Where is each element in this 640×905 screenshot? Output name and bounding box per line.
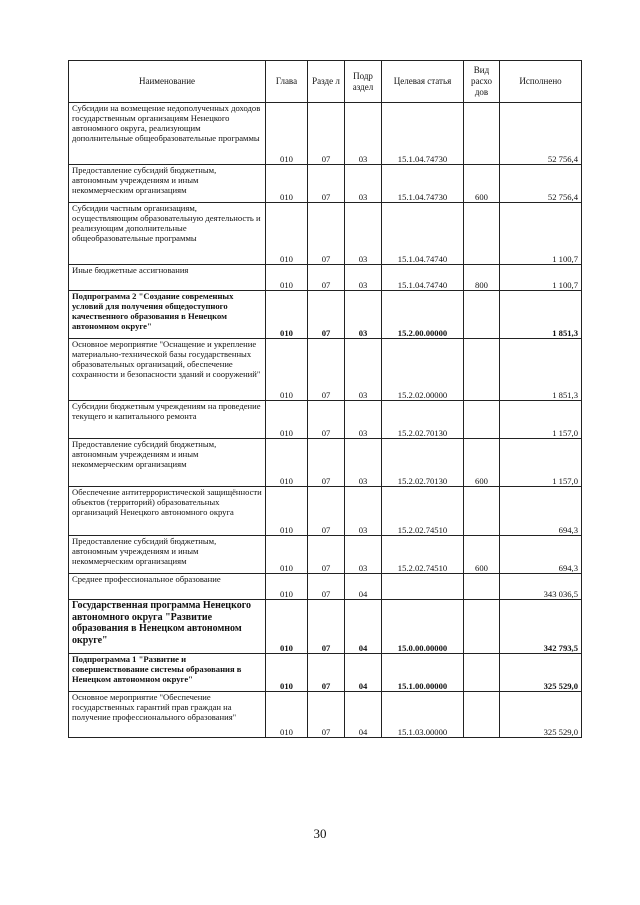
row-vid-cell	[464, 574, 500, 600]
row-statya-cell: 15.2.02.00000	[382, 339, 464, 401]
row-podrazdel-cell: 04	[345, 574, 382, 600]
row-vid-cell: 600	[464, 536, 500, 574]
row-razdel-cell: 07	[308, 600, 345, 654]
row-razdel-cell: 07	[308, 203, 345, 265]
row-razdel-cell: 07	[308, 692, 345, 738]
header-statya: Целевая статья	[382, 61, 464, 103]
table-row	[69, 439, 582, 487]
row-amount-cell: 1 157,0	[500, 439, 582, 487]
row-amount-cell: 1 100,7	[500, 203, 582, 265]
row-razdel-cell: 07	[308, 165, 345, 203]
row-amount-cell: 1 100,7	[500, 265, 582, 291]
row-razdel-cell: 07	[308, 401, 345, 439]
row-statya-cell: 15.1.04.74730	[382, 165, 464, 203]
row-podrazdel-cell: 03	[345, 203, 382, 265]
row-statya-cell: 15.1.04.74730	[382, 103, 464, 165]
table-row	[69, 203, 582, 265]
row-razdel-cell: 07	[308, 536, 345, 574]
row-statya-cell: 15.1.04.74740	[382, 265, 464, 291]
row-razdel-cell: 07	[308, 103, 345, 165]
table-row	[69, 487, 582, 536]
row-glava-cell: 010	[266, 291, 308, 339]
row-razdel-cell: 07	[308, 439, 345, 487]
table-row	[69, 339, 582, 401]
row-name-cell: Обеспечение антитеррористической защищённости объектов (территорий) образовательных организаций Ненецкого автономного округа	[69, 487, 266, 536]
row-name-cell: Субсидии на возмещение недополученных доходов государственным организациям Ненецкого автономного округа, реализующим дополнительные общеобразовательные программы	[69, 103, 266, 165]
row-vid-cell	[464, 291, 500, 339]
header-name: Наименование	[69, 61, 266, 103]
row-glava-cell: 010	[266, 574, 308, 600]
row-razdel-cell: 07	[308, 265, 345, 291]
row-razdel-cell: 07	[308, 574, 345, 600]
table-row	[69, 103, 582, 165]
row-vid-cell: 600	[464, 165, 500, 203]
table-row	[69, 536, 582, 574]
row-podrazdel-cell: 04	[345, 692, 382, 738]
row-name-cell: Подпрограмма 2 "Создание современных условий для получения общедоступного качественного образования в Ненецком автономном округе"	[69, 291, 266, 339]
row-amount-cell: 342 793,5	[500, 600, 582, 654]
row-name-cell: Иные бюджетные ассигнования	[69, 265, 266, 291]
row-amount-cell: 694,3	[500, 487, 582, 536]
row-statya-cell: 15.0.00.00000	[382, 600, 464, 654]
header-vid: Вид расхо дов	[464, 61, 500, 103]
row-statya-cell: 15.2.02.74510	[382, 536, 464, 574]
budget-table	[68, 60, 582, 738]
row-statya-cell: 15.2.02.70130	[382, 401, 464, 439]
row-statya-cell	[382, 574, 464, 600]
row-vid-cell	[464, 487, 500, 536]
row-glava-cell: 010	[266, 487, 308, 536]
row-razdel-cell: 07	[308, 487, 345, 536]
row-podrazdel-cell: 03	[345, 165, 382, 203]
row-podrazdel-cell: 03	[345, 487, 382, 536]
row-amount-cell: 1 157,0	[500, 401, 582, 439]
row-vid-cell	[464, 692, 500, 738]
row-glava-cell: 010	[266, 165, 308, 203]
row-podrazdel-cell: 04	[345, 654, 382, 692]
row-glava-cell: 010	[266, 339, 308, 401]
table-row	[69, 291, 582, 339]
row-amount-cell: 343 036,5	[500, 574, 582, 600]
row-amount-cell: 1 851,3	[500, 291, 582, 339]
table-row	[69, 654, 582, 692]
row-glava-cell: 010	[266, 600, 308, 654]
row-vid-cell	[464, 339, 500, 401]
row-glava-cell: 010	[266, 692, 308, 738]
header-ispolneno: Исполнено	[500, 61, 582, 103]
row-name-cell: Субсидии бюджетным учреждениям на проведение текущего и капитального ремонта	[69, 401, 266, 439]
row-amount-cell: 325 529,0	[500, 654, 582, 692]
row-vid-cell	[464, 103, 500, 165]
row-amount-cell: 325 529,0	[500, 692, 582, 738]
row-vid-cell	[464, 654, 500, 692]
row-name-cell: Подпрограмма 1 "Развитие и совершенствование системы образования в Ненецком автономном округе"	[69, 654, 266, 692]
table-row	[69, 265, 582, 291]
row-name-cell: Предоставление субсидий бюджетным, автономным учреждениям и иным некоммерческим организациям	[69, 165, 266, 203]
row-vid-cell: 600	[464, 439, 500, 487]
row-glava-cell: 010	[266, 439, 308, 487]
row-vid-cell	[464, 600, 500, 654]
row-glava-cell: 010	[266, 654, 308, 692]
row-statya-cell: 15.1.04.74740	[382, 203, 464, 265]
row-statya-cell: 15.2.00.00000	[382, 291, 464, 339]
row-razdel-cell: 07	[308, 291, 345, 339]
row-amount-cell: 1 851,3	[500, 339, 582, 401]
row-name-cell: Предоставление субсидий бюджетным, автономным учреждениям и иным некоммерческим организациям	[69, 536, 266, 574]
table-row	[69, 600, 582, 654]
row-amount-cell: 52 756,4	[500, 103, 582, 165]
row-statya-cell: 15.2.02.74510	[382, 487, 464, 536]
row-name-cell: Основное мероприятие "Оснащение и укрепление материально-технической базы государственных образовательных организаций, обеспечение сохранности и безопасности зданий и сооружений"	[69, 339, 266, 401]
header-glava: Глава	[266, 61, 308, 103]
row-statya-cell: 15.1.03.00000	[382, 692, 464, 738]
row-statya-cell: 15.1.00.00000	[382, 654, 464, 692]
row-name-cell: Среднее профессиональное образование	[69, 574, 266, 600]
row-amount-cell: 694,3	[500, 536, 582, 574]
page-number: 30	[313, 826, 327, 841]
row-statya-cell: 15.2.02.70130	[382, 439, 464, 487]
row-glava-cell: 010	[266, 401, 308, 439]
row-name-cell: Субсидии частным организациям, осуществляющим образовательную деятельность и реализующим дополнительные общеобразовательные программы	[69, 203, 266, 265]
row-name-cell: Предоставление субсидий бюджетным, автономным учреждениям и иным некоммерческим организациям	[69, 439, 266, 487]
row-glava-cell: 010	[266, 536, 308, 574]
row-razdel-cell: 07	[308, 339, 345, 401]
table-row	[69, 165, 582, 203]
header-podrazdel: Подр аздел	[345, 61, 382, 103]
row-podrazdel-cell: 03	[345, 536, 382, 574]
row-amount-cell: 52 756,4	[500, 165, 582, 203]
row-podrazdel-cell: 03	[345, 265, 382, 291]
row-vid-cell: 800	[464, 265, 500, 291]
row-glava-cell: 010	[266, 203, 308, 265]
row-podrazdel-cell: 03	[345, 439, 382, 487]
table-row	[69, 574, 582, 600]
table-row	[69, 692, 582, 738]
row-podrazdel-cell: 03	[345, 103, 382, 165]
row-razdel-cell: 07	[308, 654, 345, 692]
row-name-cell: Государственная программа Ненецкого автономного округа "Развитие образования в Ненецком автономном округе"	[69, 600, 266, 654]
row-vid-cell	[464, 401, 500, 439]
row-glava-cell: 010	[266, 103, 308, 165]
row-podrazdel-cell: 03	[345, 291, 382, 339]
row-vid-cell	[464, 203, 500, 265]
row-glava-cell: 010	[266, 265, 308, 291]
row-podrazdel-cell: 03	[345, 339, 382, 401]
row-podrazdel-cell: 03	[345, 401, 382, 439]
table-header-row	[69, 61, 582, 103]
row-podrazdel-cell: 04	[345, 600, 382, 654]
header-razdel: Разде л	[308, 61, 345, 103]
table-body	[69, 103, 582, 738]
table-row	[69, 401, 582, 439]
row-name-cell: Основное мероприятие "Обеспечение государственных гарантий прав граждан на получение профессионального образования"	[69, 692, 266, 738]
